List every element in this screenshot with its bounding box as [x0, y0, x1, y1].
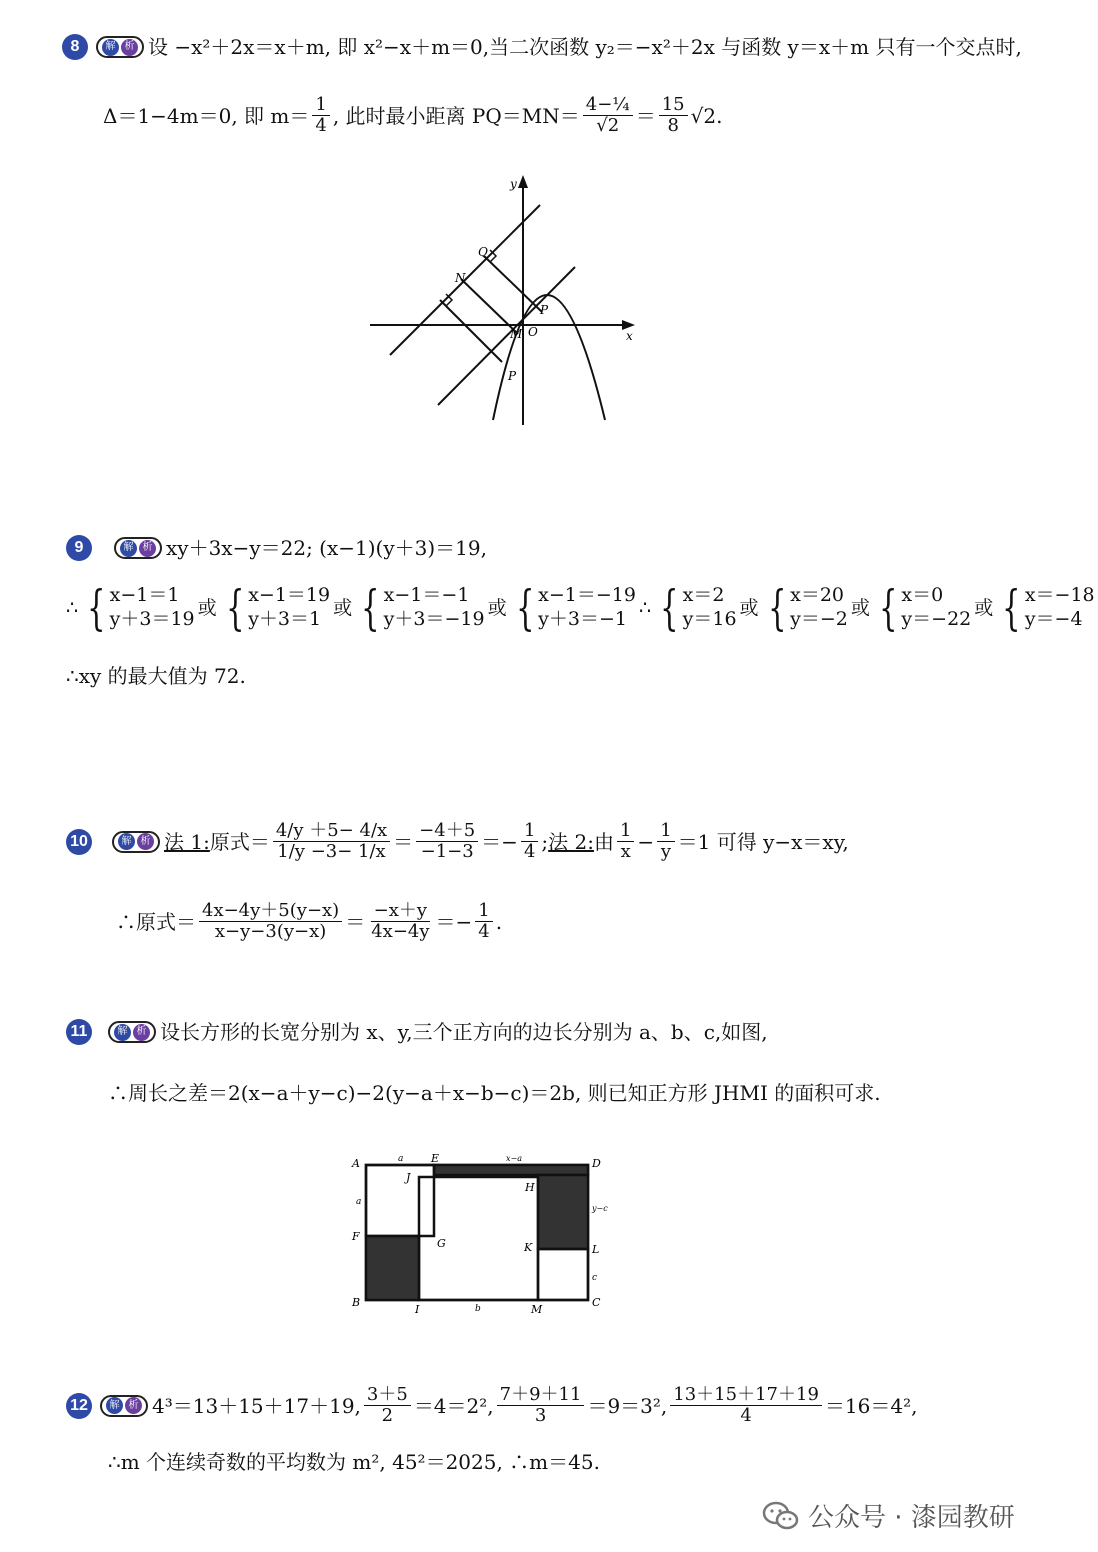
problem-text: xy＋3x−y＝22; (x−1)(y＋3)＝19,: [166, 536, 487, 560]
fraction: $\frac{-4+5}{-1-3}$: [416, 822, 478, 861]
segment-pq-upper: [484, 256, 542, 312]
label-F: F: [352, 1230, 360, 1243]
answer-label-icon: 解 析: [96, 36, 144, 58]
equation-system: { x＝20 y＝−2: [767, 580, 848, 636]
shaded-right: [538, 1175, 588, 1249]
label-G: G: [437, 1237, 446, 1250]
label-N: N: [455, 271, 466, 285]
equation-system: { x＝−18 y＝−4: [1002, 580, 1095, 636]
label-a-left: a: [356, 1197, 362, 1207]
shaded-left: [366, 1236, 419, 1300]
label-P-bottom: P: [508, 369, 517, 383]
label-C: C: [592, 1296, 601, 1309]
square-c: [538, 1249, 588, 1300]
label-B: B: [352, 1296, 361, 1309]
problem-12-line-1: 12 解 析 4³＝13＋15＋17＋19, $\frac{3+5}{2}$ ＝4＝2², $\frac{7+9+11}{3}$ ＝9＝3², $\frac{13+15+17+19}{4}$ ＝16＝4²,: [66, 1386, 917, 1425]
fraction: $\frac{-x+y}{4x-4y}$: [371, 900, 430, 942]
label-K: K: [524, 1241, 533, 1254]
parabola: [493, 295, 605, 420]
fraction: $\frac{\text{4−¼}}{√2}$: [583, 96, 633, 135]
fraction: $\frac{1}{x}$: [617, 822, 634, 861]
label-Q: Q: [478, 245, 488, 259]
problem-12-line-2: [108, 1452, 600, 1472]
label-P-top: P: [540, 303, 549, 317]
equation-system: { x−1＝−1 y＋3＝−19: [361, 580, 485, 636]
fraction: $\frac{3+5}{2}$: [364, 1386, 411, 1425]
method-label: 法 2:: [548, 829, 594, 854]
equation-system: { x−1＝19 y＋3＝1: [225, 580, 331, 636]
label-I: I: [415, 1303, 420, 1316]
label-D: D: [592, 1157, 601, 1170]
problem-text: √2.: [690, 103, 723, 128]
fraction: $\frac{15}{8}$: [659, 96, 688, 135]
problem-9-line-3: [66, 666, 246, 686]
label-M: M: [510, 327, 523, 341]
y-axis-arrow: [518, 175, 528, 188]
problem-11-line-1: [66, 1019, 768, 1045]
problem-text: Δ＝1−4m＝0, 即 m＝: [103, 103, 310, 128]
fraction: $\frac{4/y +5- 4/x}{1/y -3- 1/x}$: [273, 822, 390, 861]
fraction: $\frac{1}{4}$: [521, 822, 538, 861]
label-A: A: [352, 1157, 360, 1170]
answer-label-icon: 解 析: [100, 1395, 148, 1417]
label-x: x: [626, 329, 633, 343]
watermark-text: 公众号 · 漆园教研: [808, 1503, 1015, 1533]
problem-text: ∴m 个连续奇数的平均数为 m², 45²＝2025, ∴m＝45.: [108, 1450, 600, 1474]
fraction: $\frac{1}{4}$: [475, 902, 492, 941]
fraction: $\frac{1}{y}$: [657, 822, 674, 861]
label-y-minus-c: y−c: [592, 1204, 608, 1213]
label-E: E: [431, 1152, 440, 1165]
fraction: $\frac{13+15+17+19}{4}$: [670, 1386, 822, 1425]
label-x-minus-a: x−a: [506, 1154, 522, 1163]
square-a: [366, 1165, 434, 1236]
equation-system: { x＝0 y＝−22: [878, 580, 972, 636]
fraction: $\frac{1}{4}$: [312, 96, 329, 135]
equation-system: { x−1＝1 y＋3＝19: [87, 580, 195, 636]
therefore-symbol: ∴: [66, 596, 79, 619]
problem-9-line-1: [66, 535, 487, 561]
label-a-top: a: [398, 1154, 404, 1164]
problem-9-line-2: ∴ { x−1＝1 y＋3＝19 或 { x−1＝19 y＋3＝1 或 { x−1＝−1 y＋3＝−19 或 { x−1＝−19 y＋3＝−1 ∴ { x＝2 y＝16 或 { x＝20 y＝−2 或 { x＝0 y＝−22 或 { x＝−18 y＝−4: [66, 580, 1095, 636]
answer-label-icon: 解 析: [114, 537, 162, 559]
problem-text: 设长方形的长宽分别为 x、y,三个正方向的边长分别为 a、b、c,如图,: [160, 1020, 768, 1044]
rectangle-squares-figure: [330, 1150, 620, 1320]
answer-label-icon: 解 析: [112, 831, 160, 853]
label-y: y: [510, 177, 517, 191]
shaded-strip: [434, 1165, 588, 1175]
problem-8-line-2: [103, 96, 722, 135]
watermark: [762, 1497, 1015, 1534]
problem-number-badge: 8: [62, 34, 88, 60]
label-H: H: [525, 1181, 535, 1194]
equation-system: { x−1＝−19 y＋3＝−1: [515, 580, 636, 636]
method-label: 法 1:: [164, 829, 210, 854]
problem-number-badge: 11: [66, 1019, 92, 1045]
answer-label-icon: 解 析: [108, 1021, 156, 1043]
problem-number-badge: 9: [66, 535, 92, 561]
wechat-icon: [762, 1501, 800, 1531]
problem-text: ∴xy 的最大值为 72.: [66, 664, 246, 688]
problem-number-badge: 10: [66, 829, 92, 855]
label-O: O: [528, 325, 538, 339]
problem-text: 设 −x²＋2x＝x＋m, 即 x²−x＋m＝0,当二次函数 y₂＝−x²＋2x 与函数 y＝x＋m 只有一个交点时,: [148, 35, 1022, 59]
label-M: M: [531, 1303, 543, 1316]
fraction: $\frac{7+9+11}{3}$: [497, 1386, 585, 1425]
label-b: b: [475, 1304, 481, 1314]
problem-10-line-1: 10 解 析 法 1: 原式＝ $\frac{4/y +5- 4/x}{1/y -3- 1/x}$ ＝ $\frac{-4+5}{-1-3}$ ＝− $\frac{1}{4}$ ; 法 2: 由 $\frac{1}{x}$ − $\frac{1}{y}$ ＝1 可得 y−x＝xy,: [66, 822, 849, 861]
label-J: J: [406, 1171, 411, 1184]
problem-number-badge: 12: [66, 1393, 92, 1419]
equation-system: { x＝2 y＝16: [660, 580, 737, 636]
problem-11-line-2: [108, 1083, 881, 1103]
label-c: c: [592, 1273, 598, 1283]
fraction: $\frac{4x-4y+5(y-x)}{x-y-3(y-x)}$: [199, 902, 342, 941]
problem-8-line-1: [62, 34, 1022, 60]
problem-text: , 此时最小距离 PQ＝MN＝: [332, 103, 580, 128]
problem-text: ∴周长之差＝2(x−a＋y−c)−2(y−a＋x−b−c)＝2b, 则已知正方形 JHMI 的面积可求.: [108, 1081, 881, 1105]
parabola-line-figure: [360, 170, 650, 435]
problem-text: ＝: [635, 103, 656, 128]
label-L: L: [592, 1243, 600, 1256]
problem-10-line-2: ∴原式＝ $\frac{4x-4y+5(y-x)}{x-y-3(y-x)}$ ＝ $\frac{-x+y}{4x-4y}$ ＝− $\frac{1}{4}$ .: [116, 900, 503, 942]
